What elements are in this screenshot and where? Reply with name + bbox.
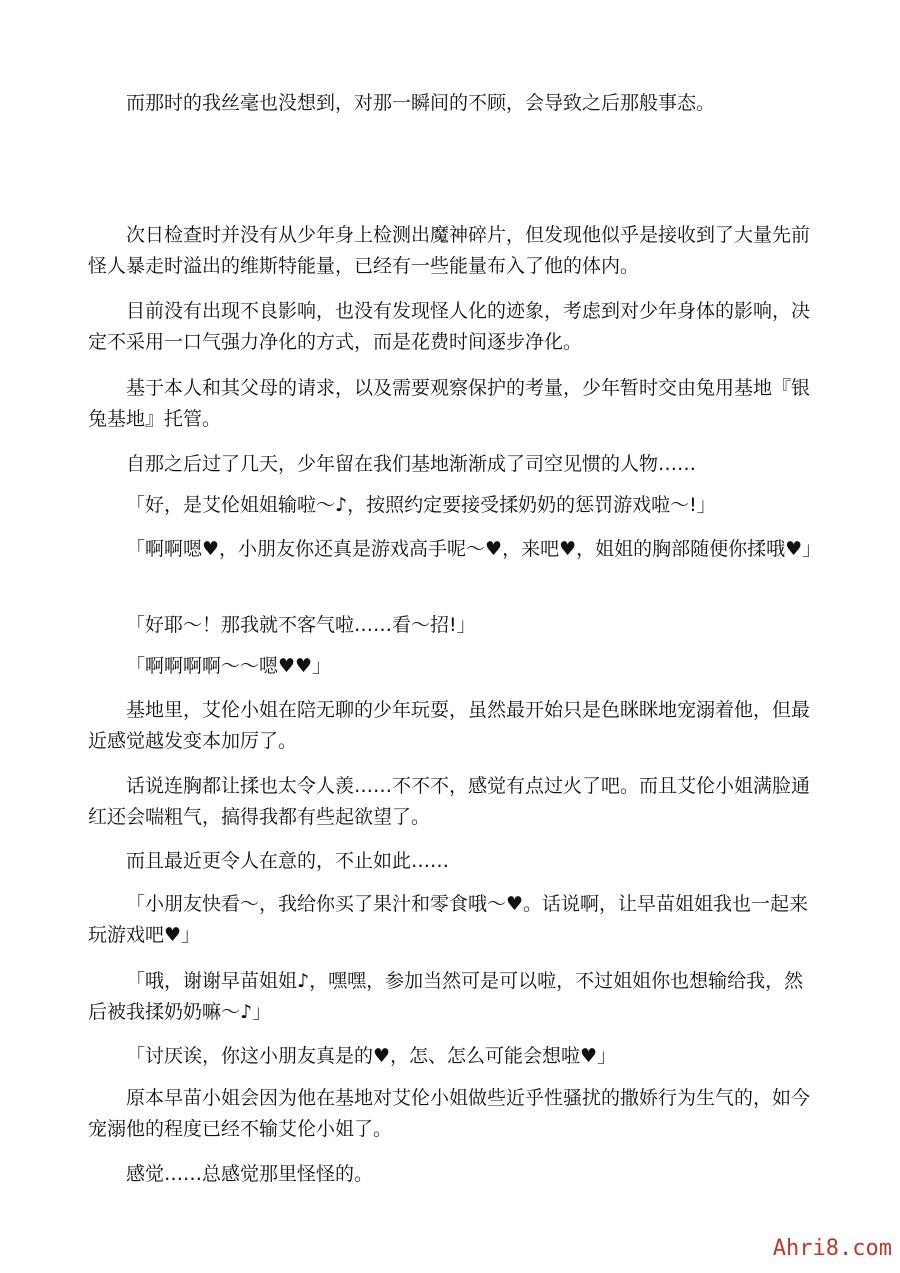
paragraph-10: 感觉……总感觉那里怪怪的。	[126, 1163, 374, 1185]
paragraph-6: 基地里，艾伦小姐在陪无聊的少年玩耍，虽然最开始只是色眯眯地宠溺着他，但最近感觉越发变本加厉了。	[88, 699, 811, 752]
dialogue-5: 「小朋友快看～，我给你买了果汁和零食哦～♥。话说啊，让早苗姐姐我也一起来玩游戏吧♥」	[88, 893, 809, 946]
paragraph-8: 而且最近更令人在意的，不止如此……	[126, 850, 450, 872]
paragraph-4: 基于本人和其父母的请求，以及需要观察保护的考量，少年暂时交由兔用基地『银兔基地』托管。	[88, 377, 811, 430]
paragraph-9: 原本早苗小姐会因为他在基地对艾伦小姐做些近乎性骚扰的撒娇行为生气的，如今宠溺他的程度已经不输艾伦小姐了。	[88, 1087, 811, 1140]
paragraph-7: 话说连胸都让揉也太令人羡……不不不，感觉有点过火了吧。而且艾伦小姐满脸通红还会喘粗气，搞得我都有些起欲望了。	[88, 775, 811, 828]
dialogue-2: 「啊啊嗯♥，小朋友你还真是游戏高手呢～♥，来吧♥，姐姐的胸部随便你揉哦♥」	[126, 538, 822, 560]
dialogue-7: 「讨厌诶，你这小朋友真是的♥，怎、怎么可能会想啦♥」	[126, 1045, 617, 1067]
paragraph-2: 次日检查时并没有从少年身上检测出魔神碎片，但发现他似乎是接收到了大量先前怪人暴走时溢出的维斯特能量，已经有一些能量布入了他的体内。	[88, 224, 811, 277]
paragraph-3: 目前没有出现不良影响，也没有发现怪人化的迹象，考虑到对少年身体的影响，决定不采用一口气强力净化的方式，而是花费时间逐步净化。	[88, 300, 811, 353]
dialogue-4: 「啊啊啊啊～～嗯♥♥」	[126, 655, 332, 677]
paragraph-1: 而那时的我丝毫也没想到，对那一瞬间的不顾，会导致之后那般事态。	[126, 92, 716, 114]
paragraph-5: 自那之后过了几天，少年留在我们基地渐渐成了司空见惯的人物……	[126, 453, 697, 475]
watermark: Ahri8.com	[772, 1236, 892, 1261]
dialogue-1: 「好，是艾伦姐姐输啦～♪，按照约定要接受揉奶奶的惩罚游戏啦～!」	[126, 494, 716, 516]
dialogue-6: 「哦，谢谢早苗姐姐♪，嘿嘿，参加当然可是可以啦，不过姐姐你也想输给我，然后被我揉奶奶嘛～♪」	[88, 970, 804, 1023]
dialogue-3: 「好耶～！那我就不客气啦……看～招!」	[126, 614, 476, 636]
